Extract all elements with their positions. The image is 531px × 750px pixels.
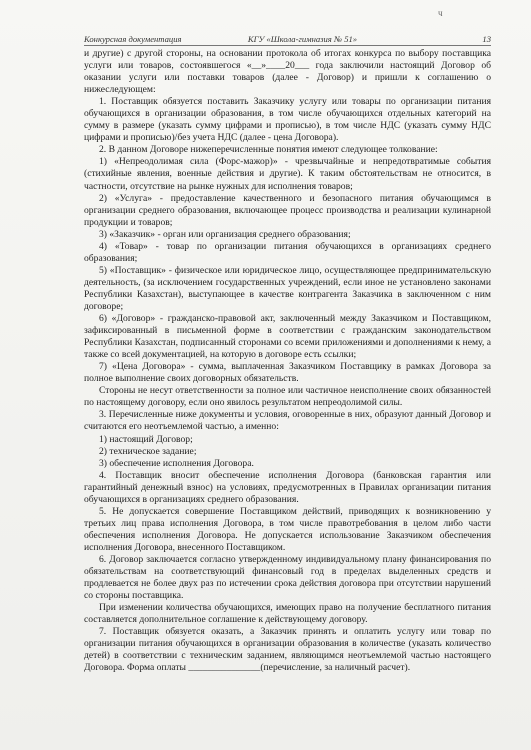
paragraph-2: 2. В данном Договоре нижеперечисленные понятия имеют следующее толкование: — [99, 144, 438, 156]
definition-contract: 6) «Договор» - гражданско-правовой акт, заключенный между Заказчиком и Поставщиком, зафиксированный в письменной форме в соответствии с гражданским законодательством Республики Казахстан, подписанный сторонами со всеми приложениями и дополнениями к нему, а также со всей документацией, на которую в договоре есть ссылки; — [84, 313, 491, 361]
definition-force-majeure: 1) «Непреодолимая сила (Форс-мажор)» - чрезвычайные и непредотвратимые события (стихийные явления, военные действия и другие). К таким обстоятельствам не относится, в частности, отсутствие на рынке нужных для исполнения товаров; — [84, 156, 491, 192]
definition-customer: 3) «Заказчик» - орган или организация среднего образования; — [99, 228, 351, 240]
paragraph-3: 3. Перечисленные ниже документы и условия, оговоренные в них, образуют данный Договор и считаются его неотъемлемой частью, а именно: — [84, 409, 491, 433]
definition-contract-price: 7) «Цена Договора» - сумма, выплаченная Заказчиком Поставщику в рамках Договора за полное выполнение своих договорных обязательств. — [84, 361, 491, 385]
paragraph-1: 1. Поставщик обязуется поставить Заказчику услугу или товары по организации питания обучающихся в организации образования, в том числе обучающихся отдельных категорий на сумму в размере (указать сумму цифрами и прописью), в том числе НДС (указать сумму НДС цифрами и прописью)/без учета НДС (далее - цена Договора). — [84, 96, 491, 144]
list-item-security: 3) обеспечение исполнения Договора. — [99, 457, 254, 469]
paragraph-4: 4. Поставщик вносит обеспечение исполнения Договора (банковская гарантия или гарантийный денежный взнос) на условиях, предусмотренных в Правилах организации питания обучающихся в организациях среднего образования. — [84, 469, 491, 505]
list-item-contract: 1) настоящий Договор; — [99, 433, 193, 445]
header-organization: КГУ «Школа-гимназия № 51» — [247, 34, 358, 44]
header-left: Конкурсная документация — [84, 34, 182, 44]
paragraph-5: 5. Не допускается совершение Поставщиком действий, приводящих к возникновению у третьих лиц права исполнения Договора, в том числе правотребования в целом либо части обеспечения исполнения Договора. Не допускается использование Заказчиком обеспечения исполнения Договора, внесенного Поставщиком. — [84, 505, 491, 553]
page-header — [84, 34, 491, 46]
paragraph-student-count: При изменении количества обучающихся, имеющих право на получение бесплатного питания составляется дополнительное соглашение к действующему договору. — [84, 602, 491, 626]
page-number: 13 — [482, 34, 491, 44]
definition-service: 2) «Услуга» - предоставление качественного и безопасного питания обучающимся в организации среднего образования, включающее процесс производства и реализации кулинарной продукции и товаров; — [84, 192, 491, 228]
paragraph-intro: и другие) с другой стороны, на основании протокола об итогах конкурса по выбору поставщика услуги или товаров, состоявшегося «__»____20___ года заключили настоящий Договор об оказании услуги или поставки товаров (далее - Договор) и пришли к соглашению о нижеследующем: — [84, 48, 491, 96]
paragraph-liability: Стороны не несут ответственности за полное или частичное неисполнение своих обязанностей по настоящему договору, если оно явилось результатом непреодолимой силы. — [84, 385, 491, 409]
corner-mark: ч — [438, 8, 443, 18]
paragraph-7: 7. Поставщик обязуется оказать, а Заказчик принять и оплатить услугу или товар по организации питания обучающихся в организации образования в количестве (указать количество детей) в соответствии с техническим заданием, являющимся неотъемлемой частью настоящего Договора. Форма оплаты _______________(перечисление, за наличный расчет). — [84, 626, 491, 674]
document-body — [84, 48, 491, 674]
definition-goods: 4) «Товар» - товар по организации питания обучающихся в организациях среднего образования; — [84, 240, 491, 264]
list-item-tech-spec: 2) техническое задание; — [99, 445, 197, 457]
paragraph-6: 6. Договор заключается согласно утвержденному индивидуальному плану финансирования по обязательствам на соответствующий финансовый год в пределах выделенных средств и продлевается не более двух раз по истечении срока действия договора при отсутствии нарушений со стороны поставщика. — [84, 553, 491, 602]
definition-supplier: 5) «Поставщик» - физическое или юридическое лицо, осуществляющее предпринимательскую деятельность, (за исключением государственных учреждений, если иное не установлено законами Республики Казахстан), выступающее в качестве контрагента Заказчика в заключенном с ним договоре; — [84, 264, 491, 312]
